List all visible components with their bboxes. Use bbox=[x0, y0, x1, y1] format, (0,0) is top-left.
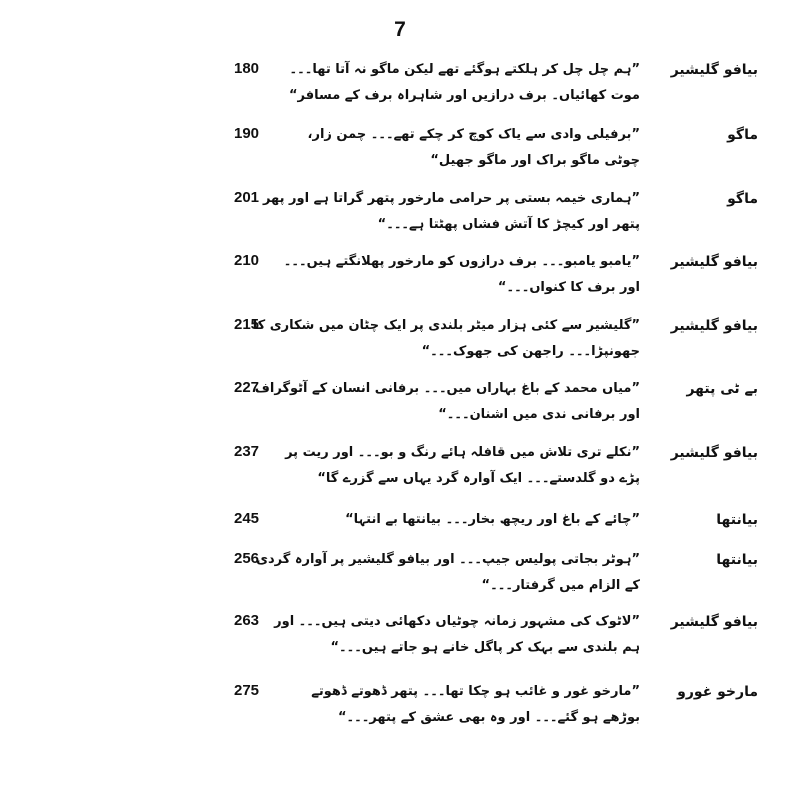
entry-excerpt-line-1: ”ہماری خیمہ بستی پر حرامی مارخور پتھر گراتا ہے اور پھر bbox=[262, 191, 640, 206]
entry-page-number: 256 bbox=[234, 550, 260, 567]
entry-page-number: 245 bbox=[234, 510, 260, 527]
entry-chapter-title: ماگو bbox=[727, 191, 758, 207]
entry-excerpt-line-2: ہم بلندی سے بہک کر پاگل خانے ہو جاتے ہیں۔۔۔“ bbox=[330, 640, 640, 655]
entry-page-number: 227 bbox=[234, 379, 260, 396]
entry-chapter-title: بیافو گلیشیر bbox=[670, 62, 758, 78]
entry-page-number: 210 bbox=[234, 252, 260, 269]
entry-page-number: 275 bbox=[234, 682, 260, 699]
entry-excerpt-line-1: ”نکلے تری تلاش میں قافلہ ہائے رنگ و بو۔۔۔ اور ریت پر bbox=[285, 445, 640, 460]
entry-chapter-title: بیافو گلیشیر bbox=[670, 318, 758, 334]
entry-excerpt-line-2: پتھر اور کیچڑ کا آتش فشاں پھٹتا ہے۔۔۔“ bbox=[377, 217, 640, 232]
entry-excerpt-line-2: جھونپڑا۔۔۔ راجھن کی جھوک۔۔۔“ bbox=[421, 344, 640, 359]
entry-chapter-title: بیافو گلیشیر bbox=[670, 614, 758, 630]
entry-excerpt-line-2: اور برف کا کنواں۔۔۔“ bbox=[497, 280, 640, 295]
entry-excerpt-line-1: ”یامبو یامبو۔۔۔ برف درازوں کو مارخور پھلانگتے ہیں۔۔۔ bbox=[283, 254, 640, 269]
entry-chapter-title: بے ٹی پتھر bbox=[686, 381, 758, 397]
entry-chapter-title: مارخو غورو bbox=[677, 684, 758, 700]
entry-excerpt-line-1: ”ہم چل چل کر ہلکتے ہوگئے تھے لیکن ماگو نہ آتا تھا۔۔۔ bbox=[289, 62, 640, 77]
entry-chapter-title: ماگو bbox=[727, 127, 758, 143]
entry-excerpt-line-1: ”ہوٹر بجاتی پولیس جیپ۔۔۔ اور بیافو گلیشیر پر آوارہ گردی bbox=[256, 552, 640, 567]
entry-excerpt-line-1: ”مارخو غور و غائب ہو چکا تھا۔۔۔ پتھر ڈھوتے ڈھوتے bbox=[311, 684, 640, 699]
entry-page-number: 237 bbox=[234, 443, 260, 460]
entry-excerpt-line-2: چوٹی ماگو براک اور ماگو جھیل“ bbox=[430, 153, 640, 168]
entry-excerpt-line-1: ”برفیلی وادی سے یاک کوچ کر چکے تھے۔۔۔ چمن زار، bbox=[307, 127, 640, 142]
page-number: 7 bbox=[394, 18, 406, 41]
entry-excerpt-line-1: ”لاٹوک کی مشہور زمانہ چوٹیاں دکھائی دیتی ہیں۔۔۔ اور bbox=[274, 614, 640, 629]
entry-page-number: 215 bbox=[234, 316, 260, 333]
entry-excerpt-line-2: موت کھائیاں۔ برف درازیں اور شاہراہ برف کے مسافر“ bbox=[288, 88, 640, 103]
entry-chapter-title: بیانتھا bbox=[716, 552, 758, 568]
entry-excerpt-line-2: کے الزام میں گرفتار۔۔۔“ bbox=[481, 578, 640, 593]
entry-excerpt-line-1: ”چائے کے باغ اور ریچھ بخار۔۔۔ بیانتھا بے انتہا“ bbox=[345, 512, 640, 527]
entry-page-number: 263 bbox=[234, 612, 260, 629]
entry-excerpt-line-2: اور برفانی ندی میں اشنان۔۔۔“ bbox=[438, 407, 640, 422]
entry-page-number: 190 bbox=[234, 125, 260, 142]
entry-excerpt-line-1: ”گلیشیر سے کئی ہزار میٹر بلندی پر ایک چٹان میں شکاری کا bbox=[252, 318, 640, 333]
entry-excerpt-line-1: ”میاں محمد کے باغ بہاراں میں۔۔۔ برفانی انسان کے آٹوگراف bbox=[254, 381, 640, 396]
entry-excerpt-line-2: پڑے دو گلدستے۔۔۔ ایک آوارہ گرد یہاں سے گزرے گا“ bbox=[317, 471, 640, 486]
entry-excerpt-line-2: بوڑھے ہو گئے۔۔۔ اور وہ بھی عشق کے پتھر۔۔۔“ bbox=[337, 710, 640, 725]
entry-chapter-title: بیافو گلیشیر bbox=[670, 445, 758, 461]
entry-page-number: 201 bbox=[234, 189, 260, 206]
entry-chapter-title: بیافو گلیشیر bbox=[670, 254, 758, 270]
entry-chapter-title: بیانتھا bbox=[716, 512, 758, 528]
entry-page-number: 180 bbox=[234, 60, 260, 77]
